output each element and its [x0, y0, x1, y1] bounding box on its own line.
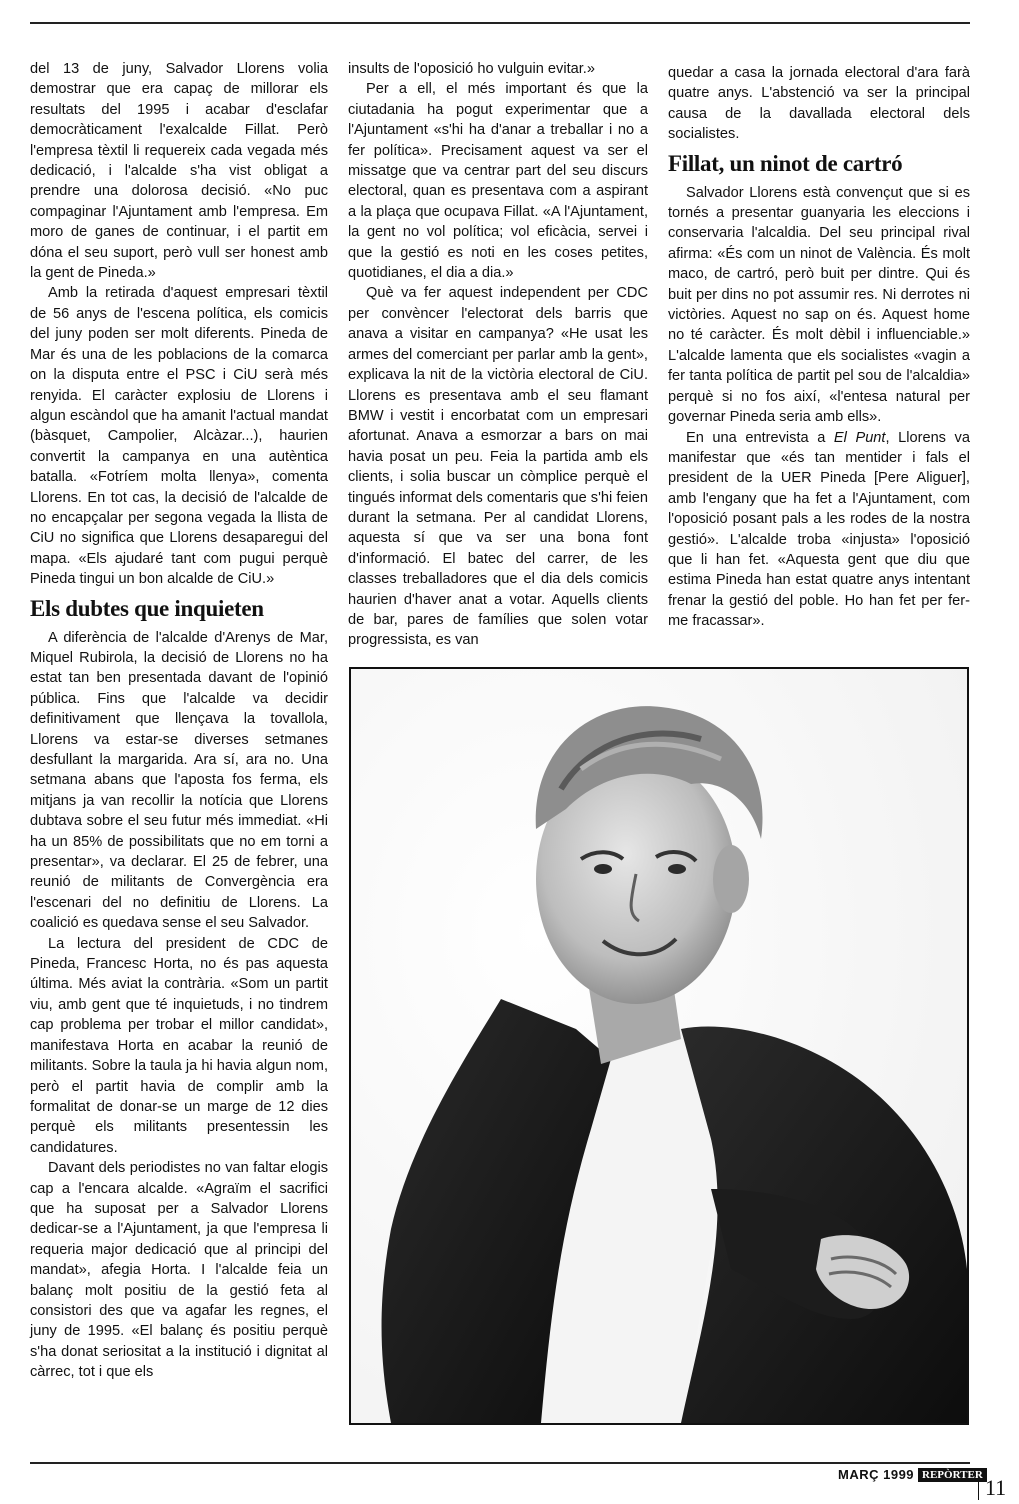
section-heading: Els dubtes que inquieten [30, 595, 264, 621]
paragraph: Què va fer aquest independent per CDC per convèncer l'electorat dels barris que anava a visitar en campanya? «He usat les armes del comerciant per parlar amb la gent», explicava la nit de la victòria electoral de CiU. Llorens es presentava amb el seu flamant BMW i vestit i encorbatat com un empresari afortunat. Anava a esmorzar a bars on mai havia posat un peu. Feia la partida amb els clients, i solia buscar un còmplice perquè el tingués informat dels comentaris que s'hi feien durant la setmana. Per al candidat Llorens, aquesta sí que va ser una bona font d'informació. El batec del carrer, de les classes treballadores que el dia dels comicis haurien d'haver anat a votar. Aquells clients de bar, pares de famílies que solen votar progressista, es van [348, 285, 648, 649]
issue-date: MARÇ 1999 [838, 1467, 915, 1482]
top-rule [30, 22, 970, 24]
section-heading: Fillat, un ninot de cartró [668, 150, 903, 176]
paragraph: Salvador Llorens està convençut que si es tornés a presentar guanyaria les eleccions i conservaria l'alcaldia. Del seu principal rival afirma: «És com un ninot de València. És molt maco, de cartró, però buit per dintre. Qui és buit per dins no pot assumir res. Ni derrotes ni victòries. Aquest no sap on és. Aquest home no té caràcter. És molt dèbil i influenciable.» L'alcalde lamenta que els socialistes «vagin a fer tanta política de partit pel sou de l'alcaldia» perquè si no fos així, «l'entesa natural per governar Pineda seria amb ells». [668, 184, 970, 426]
paragraph: A diferència de l'alcalde d'Arenys de Mar, Miquel Rubirola, la decisió de Llorens no ha estat tan ben presentada davant de l'opinió pública. Fins que l'alcalde va decidir definitivament que llençava la tovallola, Llorens va estar-se diverses setmanes desfullant la margarida. Ara sí, ara no. Una setmana abans que l'aposta fos ferma, els mitjans ja van recollir la notícia que Llorens dubtava sobre el seu futur més immediat. «Hi ha un 85% de possibilitats que no em torni a presentar», va declarar. El 25 de febrer, una reunió de militants de Convergència era l'escenari del no definitiu de Llorens. La coalició es quedava sense el seu Salvador. [30, 629, 328, 932]
article-column-2 [348, 59, 648, 651]
page-number: 11 [978, 1476, 1006, 1500]
paragraph: Davant dels periodistes no van faltar elogis cap a l'encara alcalde. «Agraïm el sacrifici que ha suposat per a Salvador Llorens dedicar-se a l'Ajuntament, ja que l'empresa li requeria major dedicació que al principi del mandat», afegia Horta. I l'alcalde feia un balanç molt positiu de la gestió feta al consistori des que va agafar les regnes, el juny de 1995. «El balanç és positiu perquè s'ha donat seriositat a la institució i dignitat al càrrec, tot i que els [30, 1160, 328, 1381]
paragraph: Per a ell, el més important és que la ciutadania ha pogut experimentar que a l'Ajuntament «s'hi ha d'anar a treballar i no a fer política». Precisament aquest va ser el missatge que va centrar part del seu discurs electoral, quan es presentava com a aspirant a la plaça que ocupava Fillat. «A l'Ajuntament, la gent no vol política; vol eficàcia, servei i que la gestió es noti en les coses petites, quotidianes, el dia a dia.» [348, 81, 648, 282]
portrait-photo [349, 667, 969, 1425]
paragraph: del 13 de juny, Salvador Llorens volia demostrar que era capaç de millorar els resultats del 1995 i acabar d'esclafar democràticament l'exalcalde Fillat. Però l'empresa tèxtil li requereix cada vegada més dedicació, i l'alcalde s'ha vist obligat a prendre una dolorosa decisió. «No puc compaginar l'Ajuntament amb l'empresa. Em moro de ganes de continuar, i el partit em dóna el seu suport, però vull ser honest amb la gent de Pineda.» [30, 61, 328, 282]
paragraph [668, 428, 970, 632]
publication-name: El Punt [833, 429, 886, 446]
paragraph: La lectura del president de CDC de Pineda, Francesc Horta, no és pas aquesta última. Més aviat la contrària. «Som un partit viu, amb gent que té inquietuds, i no tindrem cap problema per trobar el millor candidat», manifestava Horta en acabar la reunió de militants. Sobre la taula ja hi havia algun nom, però el partit havia de complir amb la formalitat de donar-se un marge de 12 dies perquè els militants presentessin les candidatures. [30, 935, 328, 1156]
paragraph: Amb la retirada d'aquest empresari tèxtil de 56 anys de l'escena política, els comicis del juny poden ser molt diferents. Pineda de Mar és una de les poblacions de la comarca on la disputa entre el PSC i CiU serà més renyida. El caràcter explosiu de Llorens i algun escàndol que ha amanit l'actual mandat (bàsquet, Campolier, Alcàzar...), haurien convertit la campanya en una autèntica batalla. «Fotríem molta llenya», comenta Llorens. En tot cas, la decisió de l'alcalde de no encapçalar per segona vegada la llista de CiU no significa que Llorens desaparegui del mapa. «Els ajudaré tant com pugui perquè Pineda tingui un bon alcalde de CiU.» [30, 285, 328, 588]
magazine-logo: REPÒRTER [918, 1468, 987, 1482]
paragraph-text: En una entrevista a [686, 429, 834, 446]
paragraph: insults de l'oposició ho vulguin evitar.» [348, 61, 595, 77]
bottom-rule [30, 1462, 970, 1464]
article-column-3 [668, 63, 970, 632]
article-column-1 [30, 59, 328, 1383]
portrait-illustration [351, 669, 967, 1423]
paragraph-text: , Llorens va manifestar que «és tan mentider i fals el president de la UER Pineda [Pere Aliguer], amb l'engany que ha fet a l'Ajuntament, com l'oposició posant pals a les rodes de la nostra gestió». L'alcalde troba «injusta» l'oposició que li han fet. «Aquesta gent que diu que estima Pineda han estat quatre anys intentant frenar la gestió del poble. Ho han fet per fer-me fracassar». [668, 429, 970, 630]
paragraph: quedar a casa la jornada electoral d'ara farà quatre anys. L'abstenció va ser la principal causa de la davallada electoral dels socialistes. [668, 65, 970, 143]
page-footer [838, 1467, 987, 1482]
